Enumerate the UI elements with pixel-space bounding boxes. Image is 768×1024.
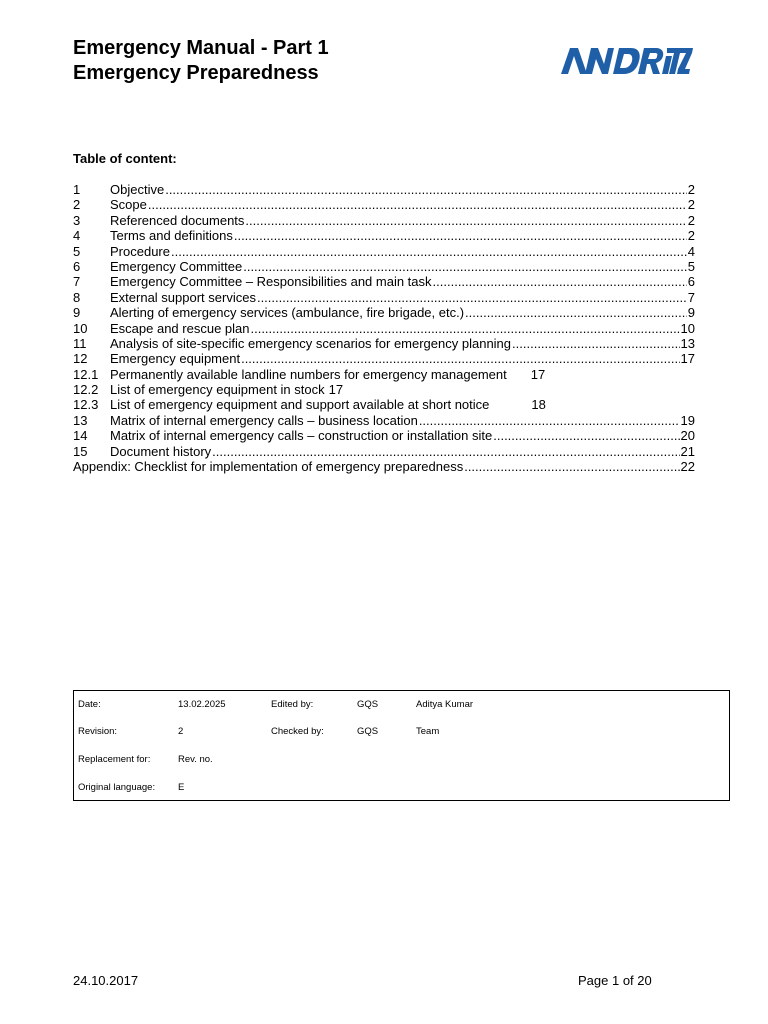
checked-label: Checked by: [271, 726, 324, 737]
toc-entry-2[interactable] [73, 197, 695, 212]
language-value: E [178, 782, 185, 793]
toc-leader-dots [234, 228, 687, 243]
toc-entry-15[interactable] [73, 444, 695, 459]
toc-page: 17 [680, 351, 695, 367]
toc-leader-dots [419, 413, 680, 428]
toc-title: Analysis of site-specific emergency scenarios for emergency planning [110, 335, 512, 351]
toc-entry-8[interactable] [73, 290, 695, 305]
edited-value: GQS [357, 699, 379, 710]
replacement-label: Replacement for: [78, 754, 151, 765]
toc-entry-12-2[interactable] [73, 382, 695, 397]
toc-num: 4 [73, 228, 81, 244]
toc-num: 2 [73, 197, 81, 213]
toc-num: 5 [73, 243, 81, 259]
toc-leader-dots [245, 213, 686, 228]
toc-title: External support services [110, 289, 256, 305]
toc-title: Terms and definitions [110, 228, 233, 244]
toc-page: 19 [680, 412, 695, 428]
toc-entry-6[interactable] [73, 259, 695, 274]
toc-num: 10 [73, 320, 88, 336]
toc-page: 2 [687, 212, 695, 228]
document-info-box [73, 690, 730, 801]
toc-title: Referenced documents [110, 212, 245, 228]
toc-title: Emergency Committee [110, 258, 243, 274]
toc-num: 12.3 [73, 397, 99, 413]
toc-page: 2 [687, 228, 695, 244]
toc-page: 2 [687, 197, 695, 213]
toc-page: 9 [687, 305, 695, 321]
toc-title: Document history [110, 443, 212, 459]
edited-name: Aditya Kumar [416, 699, 474, 710]
info-row-revision [74, 726, 729, 740]
toc-entry-12-1[interactable] [73, 367, 695, 382]
toc-page: 10 [680, 320, 695, 336]
toc-entry-13[interactable] [73, 413, 695, 428]
toc-entry-14[interactable] [73, 428, 695, 443]
toc-page: 20 [680, 428, 695, 444]
table-of-contents [73, 182, 695, 474]
checked-name: Team [416, 726, 440, 737]
toc-num: 12.1 [73, 366, 99, 382]
toc-title: Scope [110, 197, 147, 213]
title-line-1: Emergency Manual - Part 1 [73, 37, 329, 59]
toc-title: List of emergency equipment and support available at short notice [110, 397, 490, 413]
toc-entry-1[interactable] [73, 182, 695, 197]
info-row-language [74, 782, 729, 796]
toc-num: 14 [73, 428, 88, 444]
toc-page: 22 [680, 459, 695, 475]
toc-heading: Table of content: [73, 151, 177, 166]
toc-num: 8 [73, 289, 81, 305]
toc-entry-10[interactable] [73, 321, 695, 336]
toc-entry-5[interactable] [73, 244, 695, 259]
toc-title: Emergency Committee – Responsibilities and main task [110, 274, 432, 290]
toc-num: 15 [73, 443, 88, 459]
toc-num: 7 [73, 274, 81, 290]
toc-page: 18 [531, 397, 546, 413]
toc-num: 12 [73, 351, 88, 367]
toc-entry-12[interactable] [73, 351, 695, 366]
toc-page: 6 [687, 274, 695, 290]
toc-leader-dots [257, 290, 687, 305]
toc-leader-dots [212, 444, 679, 459]
toc-entry-7[interactable] [73, 274, 695, 289]
toc-leader-dots [241, 351, 679, 366]
revision-label: Revision: [78, 726, 118, 737]
checked-value: GQS [357, 726, 379, 737]
toc-leader-dots [464, 459, 679, 474]
toc-leader-dots [493, 428, 679, 443]
title-line-2: Emergency Preparedness [73, 62, 319, 84]
toc-page: 17 [530, 366, 546, 382]
toc-leader-dots [243, 259, 687, 274]
toc-page: 5 [687, 258, 695, 274]
toc-leader-dots [433, 274, 687, 289]
toc-title: Matrix of internal emergency calls – business location [110, 412, 418, 428]
toc-page: 21 [680, 443, 695, 459]
toc-num: 13 [73, 412, 88, 428]
toc-entry-4[interactable] [73, 228, 695, 243]
andritz-logo [561, 48, 693, 74]
toc-entry-11[interactable] [73, 336, 695, 351]
date-label: Date: [78, 699, 101, 710]
replacement-value: Rev. no. [178, 754, 213, 765]
edited-label: Edited by: [271, 699, 314, 710]
toc-leader-dots [250, 321, 679, 336]
toc-title: Objective [110, 182, 165, 197]
toc-num: 12.2 [73, 382, 99, 398]
toc-entry-appendix[interactable] [73, 459, 695, 474]
revision-value: 2 [178, 726, 184, 737]
toc-title: List of emergency equipment in stock [110, 382, 325, 398]
toc-entry-9[interactable] [73, 305, 695, 320]
toc-title: Procedure [110, 243, 170, 259]
toc-num: 6 [73, 258, 81, 274]
toc-title: Appendix: Checklist for implementation of emergency preparedness [73, 459, 464, 475]
toc-title: Matrix of internal emergency calls – construction or installation site [110, 428, 493, 444]
footer-date: 24.10.2017 [73, 973, 139, 988]
toc-entry-3[interactable] [73, 213, 695, 228]
document-title [73, 36, 329, 86]
toc-title: Permanently available landline numbers for emergency management [110, 366, 507, 382]
toc-title: Emergency equipment [110, 351, 241, 367]
toc-leader-dots [148, 197, 687, 212]
toc-leader-dots [165, 182, 687, 197]
toc-leader-dots [512, 336, 680, 351]
toc-page: 2 [687, 182, 695, 197]
footer-page-number: Page 1 of 20 [578, 973, 652, 988]
info-row-replacement [74, 754, 729, 768]
toc-num: 3 [73, 212, 81, 228]
toc-num: 1 [73, 182, 81, 197]
toc-num: 11 [73, 335, 87, 351]
toc-leader-dots [465, 305, 687, 320]
toc-page: 17 [328, 382, 344, 398]
toc-page: 4 [687, 243, 695, 259]
toc-entry-12-3[interactable] [73, 397, 695, 412]
language-label: Original language: [78, 782, 156, 793]
toc-title: Escape and rescue plan [110, 320, 250, 336]
info-row-date [74, 699, 729, 713]
toc-page: 13 [680, 335, 695, 351]
toc-page: 7 [687, 289, 695, 305]
date-value: 13.02.2025 [178, 699, 226, 710]
toc-leader-dots [171, 244, 687, 259]
toc-num: 9 [73, 305, 81, 321]
toc-title: Alerting of emergency services (ambulance, fire brigade, etc.) [110, 305, 465, 321]
